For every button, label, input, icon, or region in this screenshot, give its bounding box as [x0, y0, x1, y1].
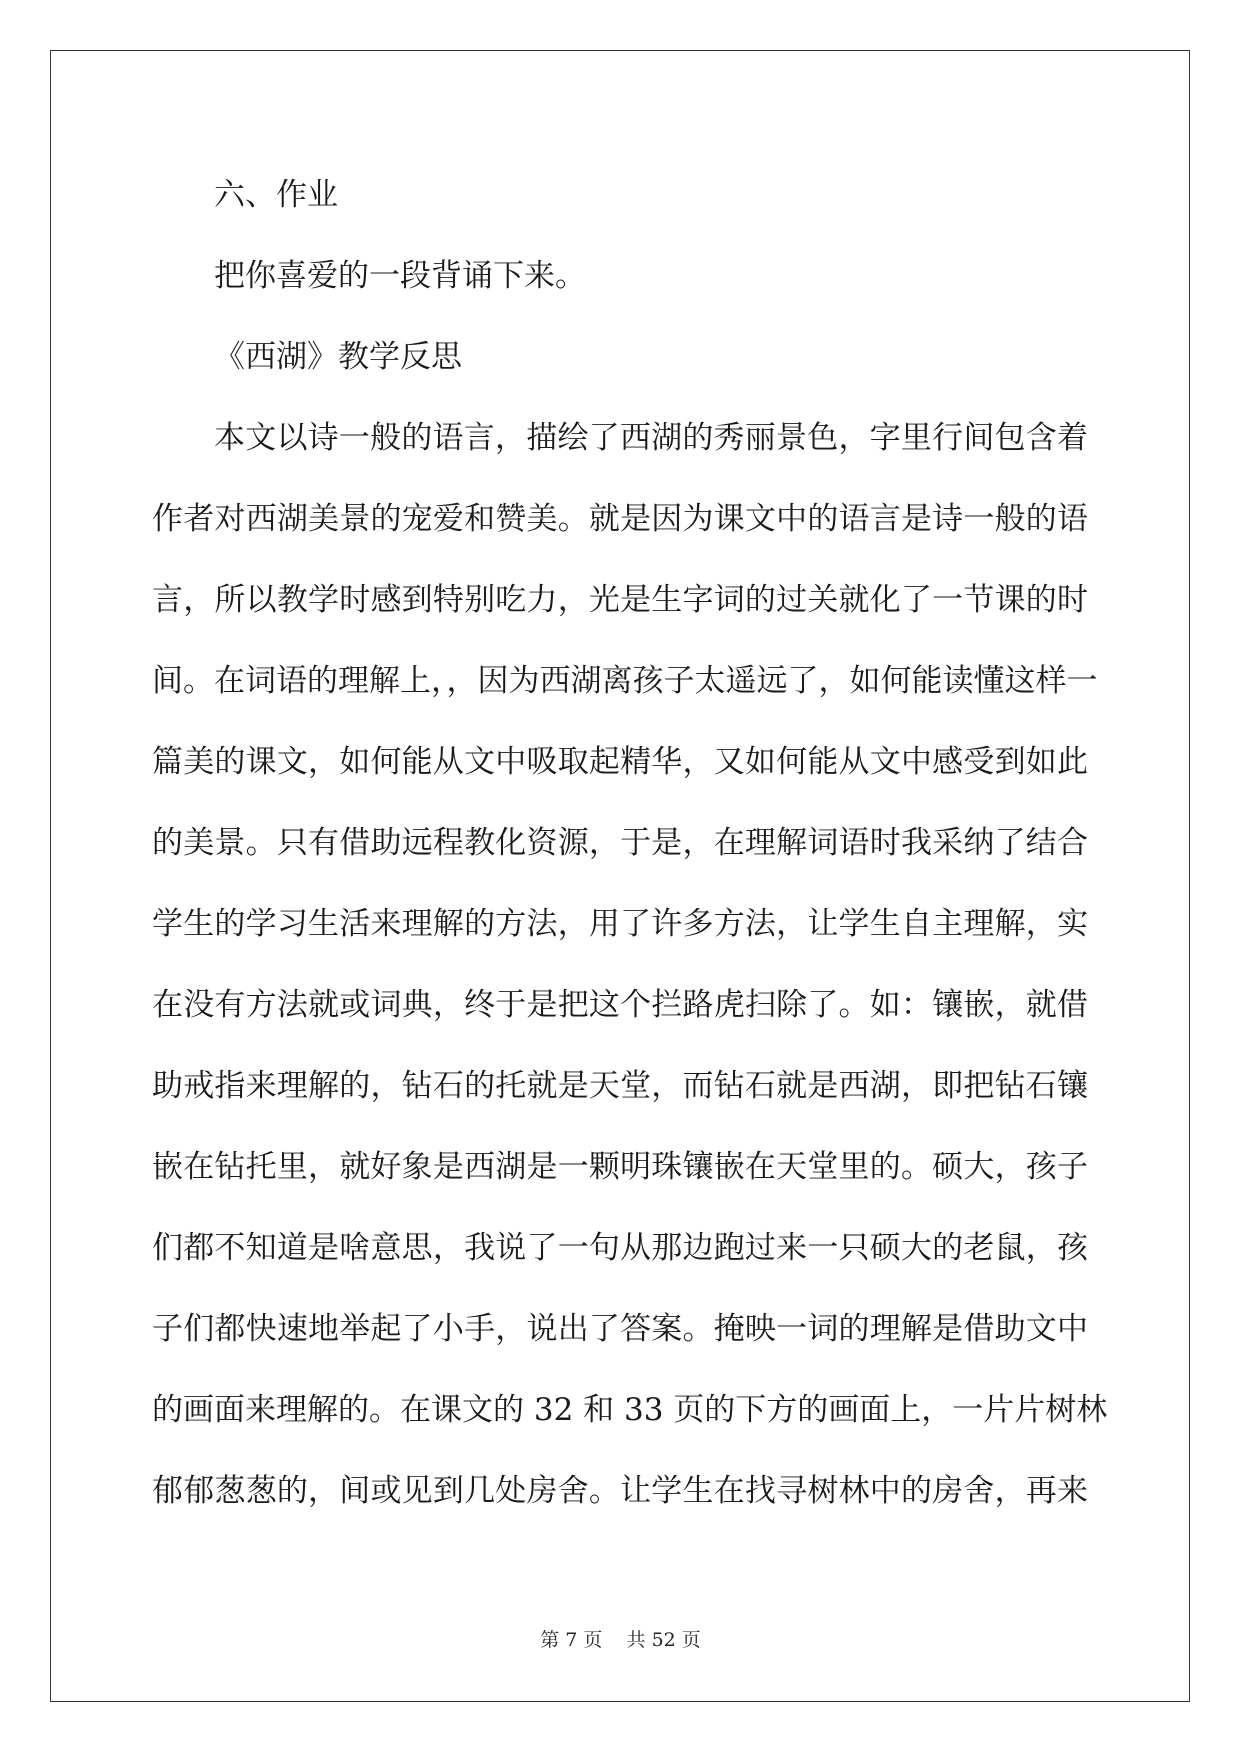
paragraph-line: 学生的学习生活来理解的方法，用了许多方法，让学生自主理解，实 [152, 906, 1088, 942]
paragraph-line: 在没有方法就或词典，终于是把这个拦路虎扫除了。如：镶嵌，就借 [152, 987, 1088, 1023]
paragraph-line: 篇美的课文，如何能从文中吸取起精华，又如何能从文中感受到如此 [152, 744, 1088, 780]
paragraph-line: 助戒指来理解的，钻石的托就是天堂，而钻石就是西湖，即把钻石镶 [152, 1068, 1088, 1104]
paragraph-line: 们都不知道是啥意思，我说了一句从那边跑过来一只硕大的老鼠，孩 [152, 1230, 1088, 1266]
page-footer [0, 1625, 1241, 1652]
paragraph-line: 作者对西湖美景的宠爱和赞美。就是因为课文中的语言是诗一般的语 [152, 501, 1088, 537]
paragraph-line: 本文以诗一般的语言，描绘了西湖的秀丽景色，字里行间包含着 [214, 420, 1088, 456]
page-number: 第 7 页 [540, 1629, 603, 1651]
document-body [152, 155, 1108, 1532]
article-title: 《西湖》教学反思 [214, 339, 462, 375]
paragraph-line: 间。在词语的理解上，，因为西湖离孩子太遥远了，如何能读懂这样一 [152, 663, 1098, 699]
paragraph-line: 的画面来理解的。在课文的 32 和 33 页的下方的画面上，一片片树林 [152, 1392, 1108, 1428]
paragraph-line: 的美景。只有借助远程教化资源，于是，在理解词语时我采纳了结合 [152, 825, 1088, 861]
section-heading: 六、作业 [214, 177, 338, 213]
paragraph-line: 把你喜爱的一段背诵下来。 [214, 258, 586, 294]
page-total: 共 52 页 [626, 1629, 701, 1651]
paragraph-line: 郁郁葱葱的，间或见到几处房舍。让学生在找寻树林中的房舍，再来 [152, 1473, 1088, 1509]
paragraph-line: 嵌在钻托里，就好象是西湖是一颗明珠镶嵌在天堂里的。硕大，孩子 [152, 1149, 1088, 1185]
paragraph-line: 子们都快速地举起了小手，说出了答案。掩映一词的理解是借助文中 [152, 1311, 1088, 1347]
paragraph-line: 言，所以教学时感到特别吃力，光是生字词的过关就化了一节课的时 [152, 582, 1088, 618]
